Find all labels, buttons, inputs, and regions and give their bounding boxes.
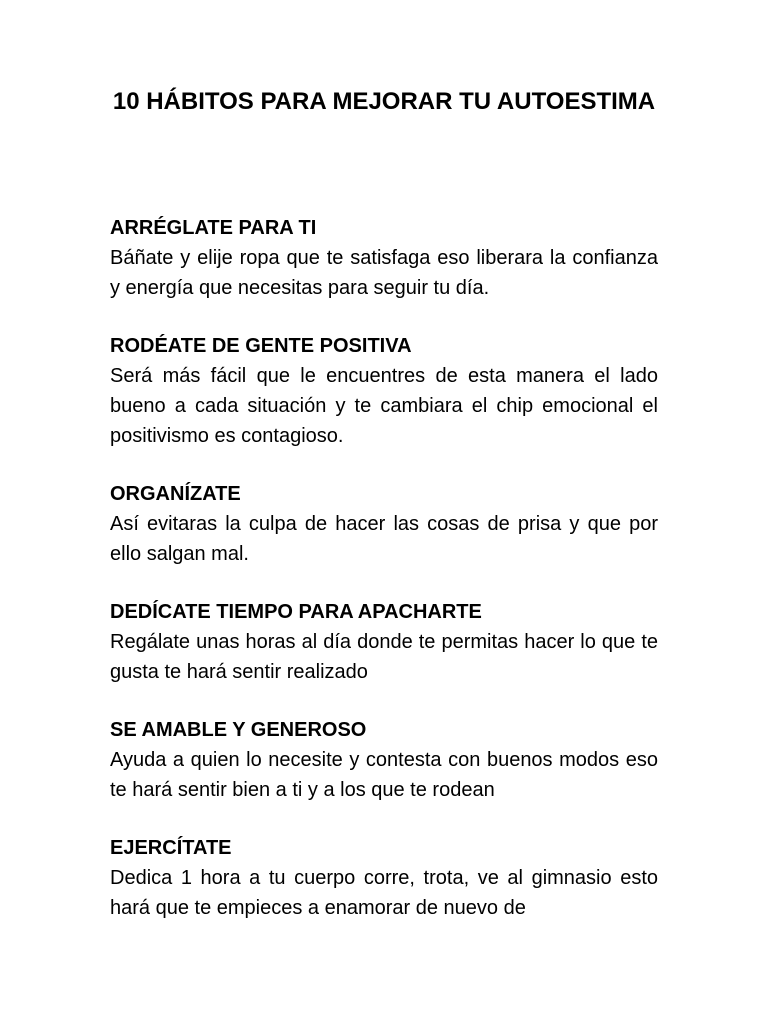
section-heading: ARRÉGLATE PARA TI bbox=[110, 217, 317, 239]
section-heading: ORGANÍZATE bbox=[110, 483, 241, 505]
section-heading: RODÉATE DE GENTE POSITIVA bbox=[110, 335, 412, 357]
section-heading: EJERCÍTATE bbox=[110, 837, 232, 859]
section-text: Regálate unas horas al día donde te permitas hacer lo que te gusta te hará sentir realizado bbox=[110, 631, 658, 683]
section-rodeate bbox=[110, 331, 658, 451]
section-text: Báñate y elije ropa que te satisfaga eso liberara la confianza y energía que necesitas para seguir tu día. bbox=[110, 247, 658, 299]
section-dedicate-tiempo bbox=[110, 597, 658, 687]
section-organizate bbox=[110, 479, 658, 569]
section-text: Así evitaras la culpa de hacer las cosas de prisa y que por ello salgan mal. bbox=[110, 513, 658, 565]
document-title: 10 HÁBITOS PARA MEJORAR TU AUTOESTIMA bbox=[112, 88, 656, 115]
document-content bbox=[110, 213, 658, 951]
section-heading: SE AMABLE Y GENEROSO bbox=[110, 719, 367, 741]
section-arreglate bbox=[110, 213, 658, 303]
section-se-amable bbox=[110, 715, 658, 805]
section-text: Ayuda a quien lo necesite y contesta con buenos modos eso te hará sentir bien a ti y a los que te rodean bbox=[110, 749, 658, 801]
section-heading: DEDÍCATE TIEMPO PARA APACHARTE bbox=[110, 601, 482, 623]
section-text: Dedica 1 hora a tu cuerpo corre, trota, ve al gimnasio esto hará que te empieces a enamorar de nuevo de bbox=[110, 867, 658, 919]
section-text: Será más fácil que le encuentres de esta manera el lado bueno a cada situación y te cambiara el chip emocional el positivismo es contagioso. bbox=[110, 365, 658, 447]
section-ejercitate bbox=[110, 833, 658, 923]
